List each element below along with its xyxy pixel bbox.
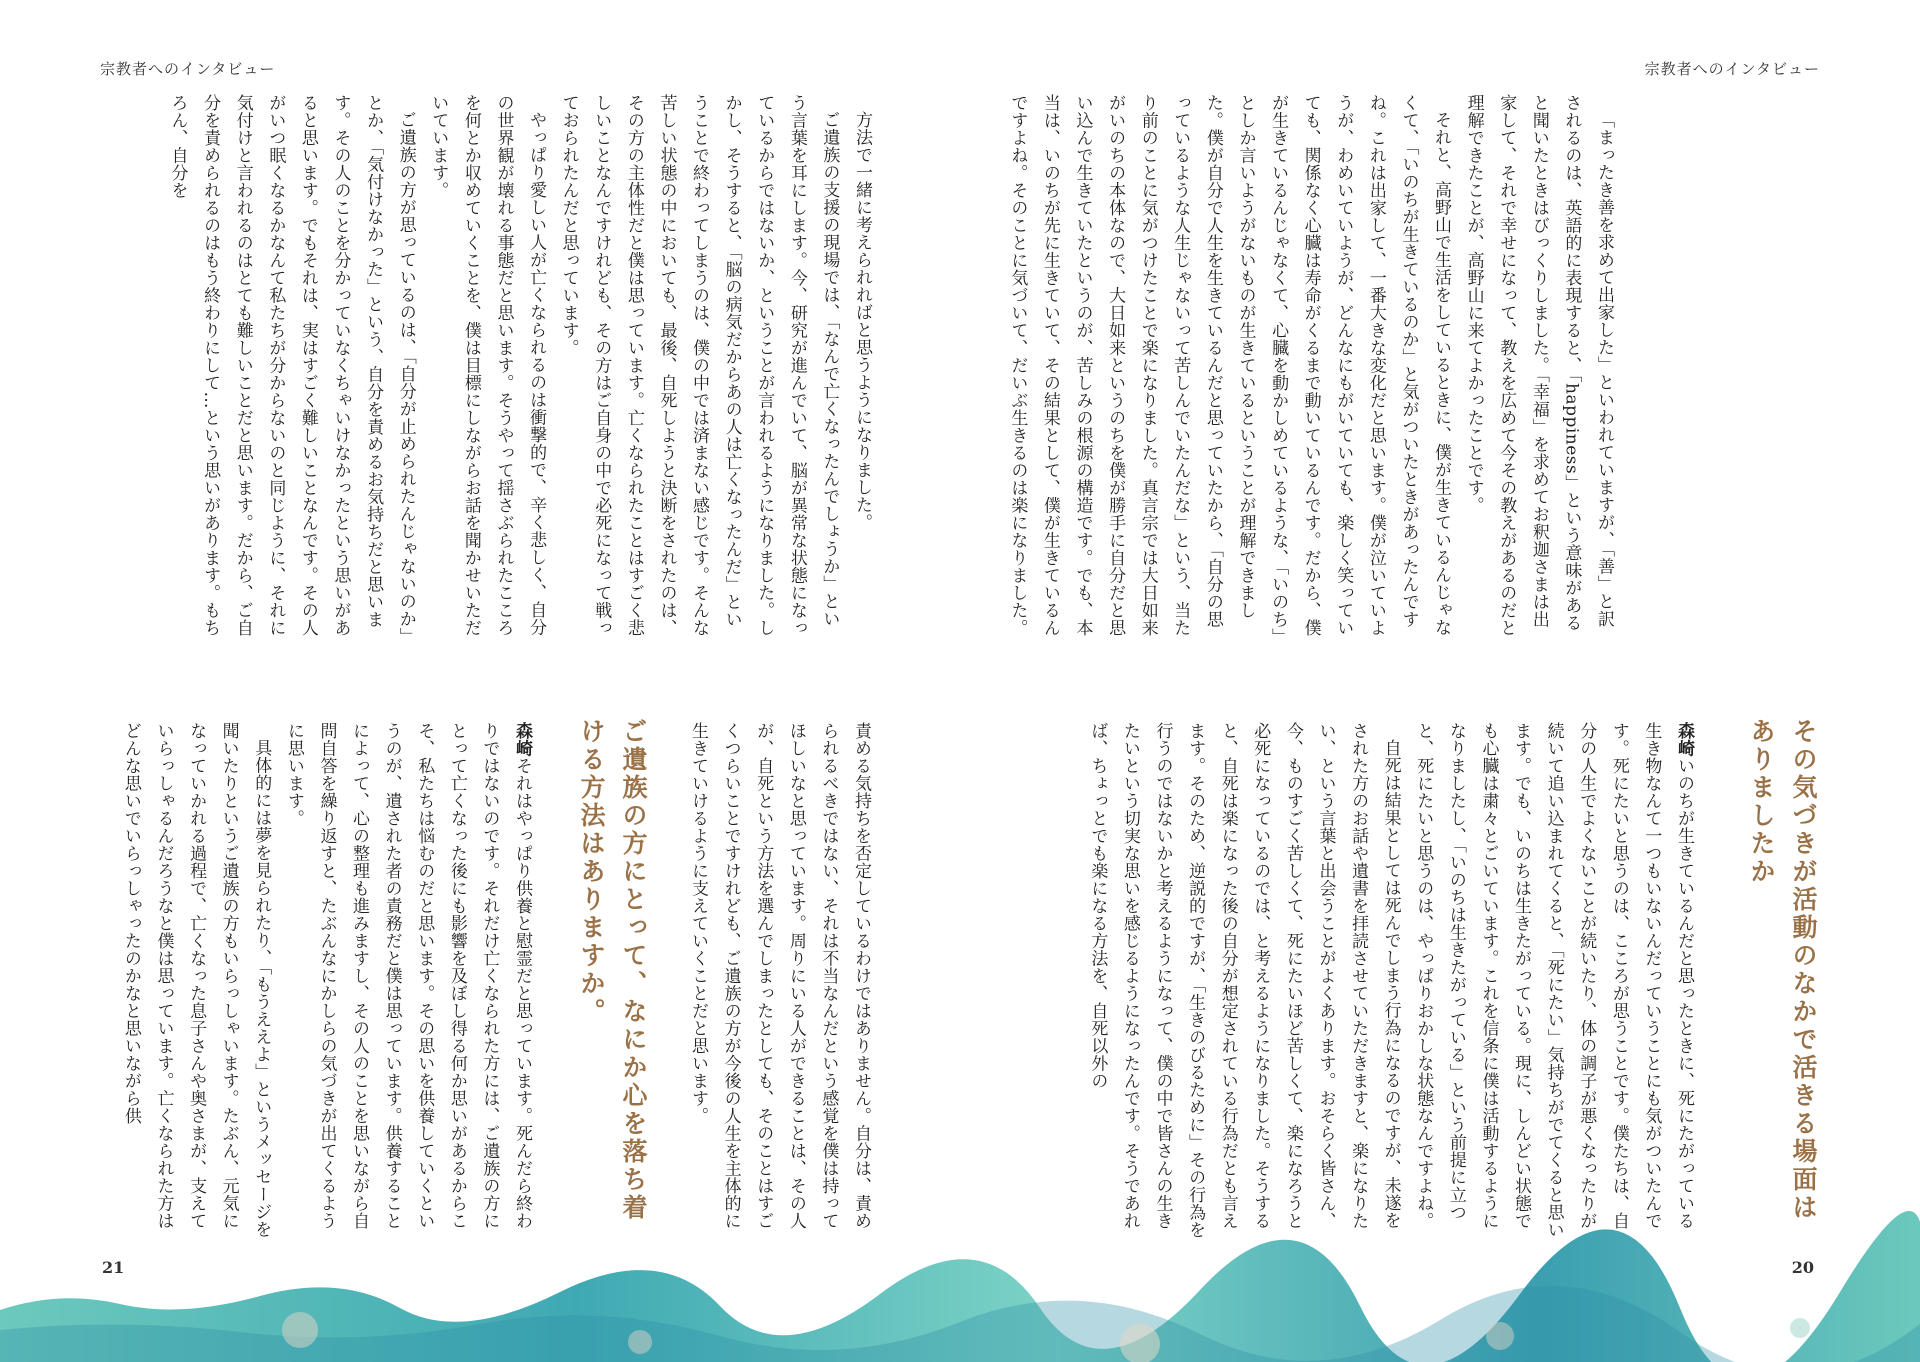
paragraph: ご遺族の方が思っているのは、「自分が止められたんじゃないのか」とか、「気付けなかった」という、自分を責めるお気持ちだと思います。その人のことを分かっていなくちゃいけなかったという思いがあると思います。でもそれは、実はすごく難しいことなんです。その人がいつ眠くなるかなんて私たちが分からないのと同じように、それに気付けと言われるのはとても難しいことだと思います。だから、ご自分を責められるのはもう終わりにして…という思いがあります。もちろん、自分を bbox=[167, 94, 416, 637]
paragraph: 自死は結果としては死んでしまう行為になるのですが、未遂をされた方のお話や遺書を拝読させていただきますと、楽になりたい、という言葉と出会うことがよくあります。おそらく皆さん、今、ものすごく苦しくて、死にたいほど苦しくて、楽になろうと必死になっているのでは、と考えるようになりました。そうすると、自死は楽になった後の自分が想定されている行為だとも言えます。そのため、逆説的ですが、「生きのびるために」その行為を行うのではないかと考えるようになって、僕の中で皆さんの生きたいという切実な思いを感じるようになったんです。そうであれば、ちょっとでも楽になる方法を、自死以外の bbox=[1087, 722, 1401, 1239]
answer-text: それはやっぱり供養と慰霊だと思っています。死んだら終わりではないのです。それだけ亡くなられた方には、ご遺族の方にとって亡くなった後にも影響を及ぼし得る何か思いがあるからこそ、私たちは悩むのだと思います。その思いを供養していくというのが、遺された者の責務だと僕は思っています。供養することによって、心の整理も進みますし、その人のことを思いながら自問自答を繰り返すと、たぶんなにかしらの気づきが出てくるように思います。 bbox=[283, 722, 532, 1230]
left-page-lower-text bbox=[98, 722, 538, 1242]
page-number-left: 21 bbox=[102, 1258, 125, 1277]
answer-text: いのちが生きているんだと思ったときに、死にたがっている生き物なんて一つもいないんだっていうことにも気がついたんです。死にたいと思うのは、こころが思うことです。僕たちは、自分の人生でよくないことが続いたり、体の調子が悪くなったりが続いて追い込まれてくると、「死にたい」気持ちがでてくると思います。でも、いのちは生きたがっている。現に、しんどい状態でも心臓は粛々とごいています。これを信条に僕は活動するようになりましたし、「いのちは生きたがっている」という前提に立つと、死にたいと思うのは、やっぱりおかしな状態なんですよね。 bbox=[1413, 722, 1694, 1239]
paragraph: それと、高野山で生活をしているときに、僕が生きているんじゃなくて、「いのちが生きているのか」と気がついたときがあったんですね。これは出家して、一番大きな変化だと思います。僕が泣いていようが、わめいていようが、どんなにもがいていても、楽しく笑っていても、関係なく心臓は寿命がくるまで動いているんです。だから、僕が生きているんじゃなくて、心臓を動かしめているような、「いのち」としか言いようがないものが生きているということが理解できました。僕が自分で人生を生きているんだと思っていたから、「自分の思っているような人生じゃないって苦しんでいたんだな」という、当たり前のことに気がつけたことで楽になりました。真言宗では大日如来がいのちの本体なので、大日如来というのちを僕が勝手に自分だと思い込んで生きていたというのが、苦しみの根源の構造です。でも、本当は、いのちが先に生きていて、その結果として、僕が生きているんですよね。そのことに気づいて、だいぶ生きるのは楽になりました。 bbox=[1007, 94, 1452, 637]
answer-paragraph bbox=[1407, 722, 1700, 1242]
left-page-question-heading: ご遺族の方にとって、なにか心を落ち着ける方法はありますか。 bbox=[577, 718, 648, 1222]
paragraph: 具体的には夢を見られたり、「もうええよ」というメッセージを聞いたりというご遺族の方もいらっしゃいます。たぶん、元気になっていかれる過程で、亡くなった息子さんや奥さまが、支えていらっしゃるんだろうなと僕は思っています。亡くなられた方はどんな思いでいらっしゃったのかなと思いながら供 bbox=[120, 722, 272, 1238]
answer-paragraph bbox=[277, 722, 538, 1242]
page-number-right: 20 bbox=[1791, 1258, 1814, 1277]
left-page-lower-first bbox=[655, 722, 877, 1242]
paragraph: やっぱり愛しい人が亡くなられるのは衝撃的で、辛く悲しく、自分の世界観が壊れる事態だと思います。そうやって揺さぶられたこころを何とか収めていくことを、僕は目標にしながらお話を聞かせいただいています。 bbox=[428, 94, 547, 637]
paragraph: 方法で一緒に考えられればと思うようになりました。 bbox=[852, 111, 872, 531]
paragraph: 責める気持ちを否定しているわけではありません。自分は、責められるべきではない、それは不当なんだという感覚を僕は持ってほしいなと思っています。周りにいる人ができることは、その人が、自死という方法を選んでしまったとしても、そのことはすごくつらいことですけれども、ご遺族の方が今後の人生を主体的に生きていけるように支えていくことだと思います。 bbox=[688, 722, 871, 1230]
right-page-question-heading: その気づきが活動のなかで活きる場面はありましたか bbox=[1747, 718, 1818, 1222]
running-head-right: 宗教者へのインタビュー bbox=[1644, 60, 1820, 78]
watercolor-band bbox=[0, 1270, 1920, 1362]
left-page-upper-text bbox=[98, 94, 878, 644]
speaker-name: 森崎 bbox=[1674, 722, 1694, 757]
running-head-left: 宗教者へのインタビュー bbox=[100, 60, 276, 78]
paragraph: ご遺族の支援の現場では、「なんで亡くなったんでしょうか」という言葉を耳にします。今、研究が進んでいて、脳が異常な状態になっているからではないか、ということが言われるようになりました。しかし、そうすると、「脳の病気だからあの人は亡くなったんだ」ということで終わってしまうのは、僕の中では済まない感じです。そんな苦しい状態の中においても、最後、自死しようと決断をされたのは、その方の主体性だと僕は思っています。亡くなられたことはすごく悲しいことなんですけれども、その方はご自身の中で必死になって戦っておられたんだと思っています。 bbox=[558, 94, 840, 637]
speaker-name: 森崎 bbox=[512, 722, 532, 757]
right-page-upper-text bbox=[1007, 94, 1620, 644]
paragraph: 「まったき善を求めて出家した」といわれていますが、「善」と訳されるのは、英語的に表現すると、「happiness」という意味があると聞いたときはびっくりしました。「幸福」を求めてお釈迦さまは出家して、それで幸せになって、教えを広めて今その教えがあるのだと理解できたことが、高野山に来てよかったことです。 bbox=[1463, 94, 1614, 637]
right-page-lower-text bbox=[1060, 722, 1700, 1242]
